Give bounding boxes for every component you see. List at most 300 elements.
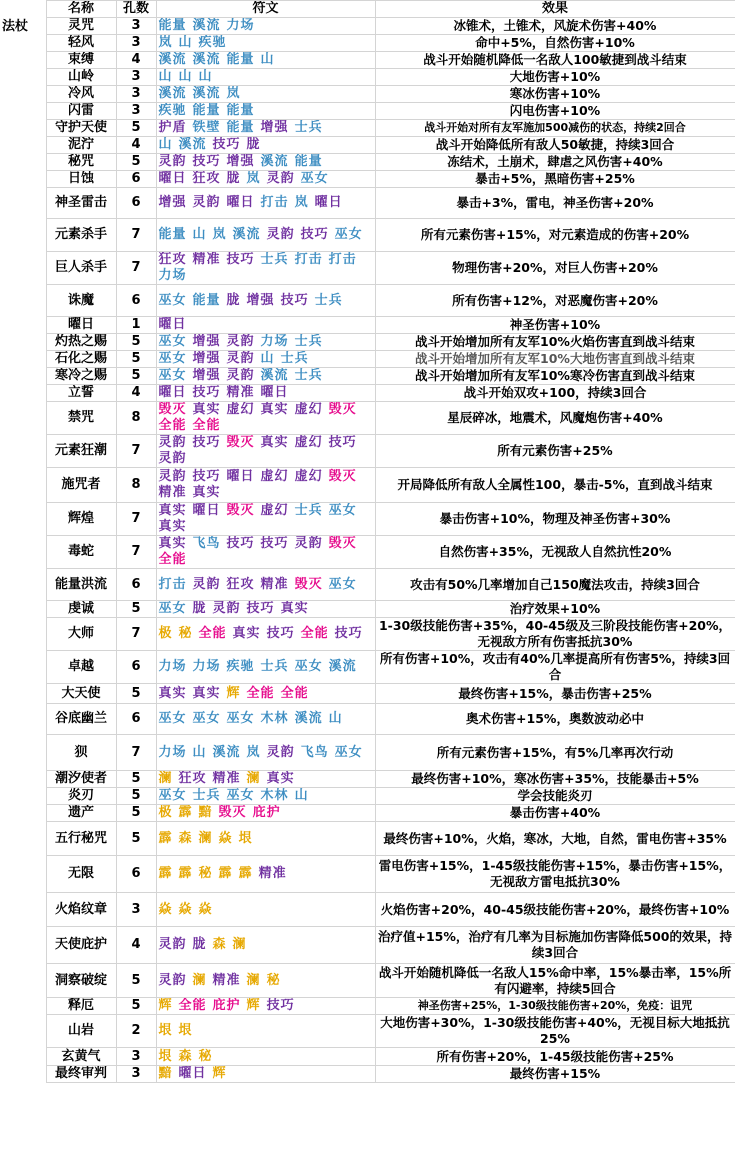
rune-name: 曜日 — [46, 317, 116, 334]
rune-token: 灵韵 — [226, 368, 255, 383]
rune-token: 霹 — [158, 866, 173, 881]
effect-text: 战斗开始随机降低一名敌人15%命中率，15%暴击率，15%所有闪避率，持续5回合 — [375, 964, 735, 998]
effect-text: 最终伤害+15%，暴击伤害+25% — [375, 684, 735, 704]
effect-text: 最终伤害+10%，火焰，寒冰，大地，自然，雷电伤害+35% — [375, 822, 735, 856]
rune-token: 毁灭 — [226, 503, 255, 518]
rune-token: 溪流 — [192, 18, 221, 33]
rune-token: 精准 — [260, 576, 289, 592]
rune-token: 狂攻 — [158, 252, 187, 267]
table-row — [0, 1048, 735, 1066]
rune-token: 护盾 — [158, 120, 187, 135]
rune-token: 澜 — [246, 972, 261, 988]
rune-list — [156, 1048, 375, 1066]
rune-token: 打击 — [158, 576, 187, 592]
rune-token: 精准 — [158, 485, 187, 500]
hole-count: 5 — [116, 964, 156, 998]
rune-list — [156, 18, 375, 35]
rune-name: 泥泞 — [46, 137, 116, 154]
rune-name: 灵咒 — [46, 18, 116, 35]
rune-list — [156, 788, 375, 805]
effect-text: 星辰碎冰，地震术，风魔炮伤害+40% — [375, 402, 735, 435]
rune-token: 士兵 — [260, 659, 289, 674]
rune-token: 澜 — [232, 937, 247, 952]
rune-token: 毁灭 — [226, 435, 255, 450]
table-row — [0, 351, 735, 368]
rune-token: 溪流 — [212, 744, 241, 760]
rune-token: 技巧 — [192, 469, 221, 484]
rune-token: 胧 — [192, 937, 207, 952]
rune-token: 铁壁 — [192, 120, 221, 135]
rune-token: 虚幻 — [294, 402, 323, 417]
rune-list — [156, 1015, 375, 1048]
table-row — [0, 334, 735, 351]
rune-token: 秘 — [198, 866, 213, 881]
table-row — [0, 788, 735, 805]
rune-token: 毁灭 — [158, 402, 187, 417]
hole-count: 3 — [116, 69, 156, 86]
effect-text: 所有元素伤害+25% — [375, 435, 735, 468]
rune-token: 山 — [178, 69, 193, 84]
rune-token: 山 — [294, 788, 309, 803]
effect-text: 战斗开始双攻+100，持续3回合 — [375, 385, 735, 402]
rune-token: 真实 — [232, 626, 261, 641]
rune-token: 能量 — [294, 154, 323, 169]
rune-token: 力场 — [192, 659, 221, 674]
rune-token: 岚 — [158, 35, 173, 50]
rune-token: 澜 — [198, 830, 213, 846]
rune-token: 极 — [158, 626, 173, 641]
rune-list — [156, 618, 375, 651]
rune-token: 能量 — [192, 103, 221, 118]
rune-name: 潮汐使者 — [46, 771, 116, 788]
effect-text: 神圣伤害+25%，1-30级技能伤害+20%，免疫：诅咒 — [375, 998, 735, 1015]
rune-token: 增强 — [192, 351, 221, 366]
rune-name: 遗产 — [46, 805, 116, 822]
rune-token: 灵韵 — [226, 351, 255, 366]
rune-token: 打击 — [328, 252, 357, 267]
rune-token: 山 — [260, 52, 275, 67]
rune-token: 技巧 — [192, 435, 221, 450]
rune-list — [156, 120, 375, 137]
rune-token: 辉 — [246, 998, 261, 1013]
rune-list — [156, 171, 375, 188]
rune-token: 灵韵 — [226, 334, 255, 349]
rune-list — [156, 385, 375, 402]
rune-name: 山岭 — [46, 69, 116, 86]
effect-text: 暴击+3%，雷电，神圣伤害+20% — [375, 188, 735, 219]
rune-token: 澜 — [158, 771, 173, 786]
hole-count: 5 — [116, 368, 156, 385]
rune-name: 束缚 — [46, 52, 116, 69]
rune-list — [156, 52, 375, 69]
rune-list — [156, 435, 375, 468]
rune-list — [156, 536, 375, 569]
rune-token: 真实 — [158, 503, 187, 518]
rune-token: 技巧 — [334, 626, 363, 641]
hole-count: 6 — [116, 171, 156, 188]
effect-text: 物理伤害+20%，对巨人伤害+20% — [375, 252, 735, 285]
table-row — [0, 856, 735, 893]
table-row — [0, 771, 735, 788]
table-row — [0, 154, 735, 171]
rune-token: 技巧 — [260, 536, 289, 551]
rune-name: 守护天使 — [46, 120, 116, 137]
effect-text: 所有伤害+10%，攻击有40%几率提高所有伤害5%，持续3回合 — [375, 651, 735, 684]
rune-token: 巫女 — [158, 601, 187, 616]
hole-count: 5 — [116, 822, 156, 856]
table-row — [0, 317, 735, 334]
rune-token: 焱 — [178, 901, 193, 917]
hole-count: 3 — [116, 86, 156, 103]
header-holes: 孔数 — [116, 1, 156, 18]
header-category — [0, 1, 46, 18]
hole-count: 7 — [116, 735, 156, 771]
table-body — [0, 18, 735, 1083]
effect-text: 开局降低所有敌人全属性100，暴击-5%，直到战斗结束 — [375, 468, 735, 503]
rune-list — [156, 503, 375, 536]
table-row — [0, 822, 735, 856]
rune-list — [156, 601, 375, 618]
rune-token: 增强 — [260, 120, 289, 135]
rune-token: 灵韵 — [158, 154, 187, 169]
rune-token: 灵韵 — [158, 937, 187, 952]
effect-text: 奥术伤害+15%，奥数波动必中 — [375, 704, 735, 735]
rune-token: 真实 — [192, 685, 221, 701]
rune-list — [156, 137, 375, 154]
rune-token: 霹 — [158, 830, 173, 846]
rune-list — [156, 334, 375, 351]
rune-token: 灵韵 — [192, 195, 221, 210]
rune-list — [156, 684, 375, 704]
rune-token: 巫女 — [294, 659, 323, 674]
rune-token: 巫女 — [328, 576, 357, 592]
rune-token: 溪流 — [178, 137, 207, 152]
rune-name: 毒蛇 — [46, 536, 116, 569]
rune-token: 巫女 — [226, 788, 255, 803]
rune-name: 大师 — [46, 618, 116, 651]
rune-name: 诛魔 — [46, 285, 116, 317]
rune-token: 能量 — [158, 227, 187, 242]
rune-token: 技巧 — [328, 435, 357, 450]
effect-text: 所有伤害+20%，1-45级技能伤害+25% — [375, 1048, 735, 1066]
rune-token: 狂攻 — [192, 171, 221, 186]
rune-token: 岚 — [294, 195, 309, 210]
effect-text: 冰锥术，土锥术，风旋术伤害+40% — [375, 18, 735, 35]
rune-token: 增强 — [246, 292, 275, 308]
rune-token: 灵韵 — [266, 227, 295, 242]
table-row — [0, 468, 735, 503]
rune-token: 曜日 — [314, 195, 343, 210]
hole-count: 5 — [116, 788, 156, 805]
rune-token: 增强 — [226, 154, 255, 169]
hole-count: 4 — [116, 137, 156, 154]
rune-token: 士兵 — [280, 351, 309, 366]
effect-text: 暴击+5%，黑暗伤害+25% — [375, 171, 735, 188]
rune-token: 山 — [328, 711, 343, 726]
rune-token: 岚 — [226, 86, 241, 101]
effect-text: 命中+5%，自然伤害+10% — [375, 35, 735, 52]
rune-list — [156, 188, 375, 219]
table-row — [0, 385, 735, 402]
rune-name: 辉煌 — [46, 503, 116, 536]
rune-token: 疾驰 — [198, 35, 227, 50]
rune-list — [156, 735, 375, 771]
table-row — [0, 704, 735, 735]
rune-token: 能量 — [226, 103, 255, 118]
rune-name: 无限 — [46, 856, 116, 893]
rune-list — [156, 35, 375, 52]
rune-token: 精准 — [212, 972, 241, 988]
rune-token: 巫女 — [158, 368, 187, 383]
hole-count: 4 — [116, 385, 156, 402]
rune-list — [156, 651, 375, 684]
hole-count: 5 — [116, 601, 156, 618]
hole-count: 7 — [116, 536, 156, 569]
hole-count: 5 — [116, 334, 156, 351]
effect-text: 攻击有50%几率增加自己150魔法攻击，持续3回合 — [375, 569, 735, 601]
effect-text: 战斗开始随机降低一名敌人100敏捷到战斗结束 — [375, 52, 735, 69]
rune-token: 巫女 — [158, 788, 187, 803]
hole-count: 5 — [116, 120, 156, 137]
rune-list — [156, 998, 375, 1015]
rune-token: 霹 — [178, 805, 193, 820]
rune-list — [156, 219, 375, 252]
rune-name: 虔诚 — [46, 601, 116, 618]
rune-token: 增强 — [158, 195, 187, 210]
hole-count: 6 — [116, 188, 156, 219]
hole-count: 7 — [116, 252, 156, 285]
effect-text: 治疗效果+10% — [375, 601, 735, 618]
rune-list — [156, 402, 375, 435]
rune-token: 灵韵 — [266, 171, 295, 186]
rune-token: 全能 — [246, 685, 275, 701]
table-row — [0, 503, 735, 536]
rune-token: 真实 — [158, 685, 187, 701]
hole-count: 5 — [116, 684, 156, 704]
rune-token: 巫女 — [158, 292, 187, 308]
rune-token: 巫女 — [158, 711, 187, 726]
rune-name: 卓越 — [46, 651, 116, 684]
rune-token: 曜日 — [226, 195, 255, 210]
rune-token: 垠 — [238, 830, 253, 846]
rune-token: 精准 — [212, 771, 241, 786]
table-row — [0, 569, 735, 601]
rune-token: 飞鸟 — [300, 744, 329, 760]
rune-list — [156, 351, 375, 368]
rune-token: 溪流 — [158, 86, 187, 101]
rune-name: 禁咒 — [46, 402, 116, 435]
rune-token: 全能 — [198, 626, 227, 641]
hole-count: 6 — [116, 704, 156, 735]
rune-token: 曜日 — [226, 469, 255, 484]
rune-token: 真实 — [260, 435, 289, 450]
rune-token: 士兵 — [294, 120, 323, 135]
rune-token: 狂攻 — [178, 771, 207, 786]
rune-token: 虚幻 — [260, 469, 289, 484]
rune-token: 极 — [158, 805, 173, 820]
rune-token: 能量 — [226, 120, 255, 135]
rune-token: 士兵 — [260, 252, 289, 267]
hole-count: 5 — [116, 351, 156, 368]
rune-token: 能量 — [158, 18, 187, 33]
rune-name: 石化之赐 — [46, 351, 116, 368]
table-row — [0, 435, 735, 468]
rune-name: 元素狂潮 — [46, 435, 116, 468]
hole-count: 1 — [116, 317, 156, 334]
rune-token: 全能 — [158, 552, 187, 567]
rune-name: 寒冷之赐 — [46, 368, 116, 385]
effect-text: 所有元素伤害+15%，有5%几率再次行动 — [375, 735, 735, 771]
rune-token: 全能 — [158, 418, 187, 433]
effect-text: 学会技能炎刃 — [375, 788, 735, 805]
table-row — [0, 402, 735, 435]
rune-token: 黯 — [198, 805, 213, 820]
rune-token: 曜日 — [260, 385, 289, 400]
rune-token: 霹 — [178, 866, 193, 881]
rune-token: 增强 — [192, 334, 221, 349]
rune-name: 神圣雷击 — [46, 188, 116, 219]
rune-token: 技巧 — [192, 385, 221, 400]
rune-token: 全能 — [178, 998, 207, 1013]
hole-count: 3 — [116, 103, 156, 120]
rune-token: 真实 — [266, 771, 295, 786]
rune-token: 士兵 — [294, 503, 323, 518]
rune-list — [156, 927, 375, 964]
rune-token: 垠 — [158, 1048, 173, 1064]
rune-token: 曜日 — [158, 317, 187, 332]
effect-text: 雷电伤害+15%，1-45级技能伤害+15%，暴击伤害+15%，无视敌方雷电抵抗30% — [375, 856, 735, 893]
rune-list — [156, 468, 375, 503]
rune-token: 黯 — [158, 1066, 173, 1081]
header-row — [0, 1, 735, 18]
hole-count: 6 — [116, 651, 156, 684]
hole-count: 5 — [116, 154, 156, 171]
rune-token: 曜日 — [192, 503, 221, 518]
rune-token: 真实 — [260, 402, 289, 417]
rune-token: 灵韵 — [158, 972, 187, 988]
rune-list — [156, 103, 375, 120]
rune-token: 真实 — [280, 601, 309, 616]
rune-token: 能量 — [226, 52, 255, 67]
rune-token: 岚 — [246, 744, 261, 760]
rune-name: 闪雷 — [46, 103, 116, 120]
rune-token: 毁灭 — [294, 576, 323, 592]
rune-list — [156, 704, 375, 735]
rune-token: 辉 — [158, 998, 173, 1013]
header-effect: 效果 — [375, 1, 735, 18]
rune-token: 技巧 — [246, 601, 275, 616]
rune-token: 焱 — [218, 830, 233, 846]
rune-name: 释厄 — [46, 998, 116, 1015]
effect-text: 所有元素伤害+15%，对元素造成的伤害+20% — [375, 219, 735, 252]
rune-token: 虚幻 — [226, 402, 255, 417]
table-row — [0, 1015, 735, 1048]
rune-token: 秘 — [198, 1048, 213, 1064]
hole-count: 2 — [116, 1015, 156, 1048]
rune-token: 木林 — [260, 788, 289, 803]
rune-token: 曜日 — [178, 1066, 207, 1081]
rune-token: 真实 — [192, 402, 221, 417]
effect-text: 战斗开始增加所有友军10%大地伤害直到战斗结束 — [375, 351, 735, 368]
rune-token: 溪流 — [294, 711, 323, 726]
effect-text: 自然伤害+35%，无视敌人自然抗性20% — [375, 536, 735, 569]
rune-token: 打击 — [260, 195, 289, 210]
rune-name: 天使庇护 — [46, 927, 116, 964]
rune-name: 能量洪流 — [46, 569, 116, 601]
rune-name: 元素杀手 — [46, 219, 116, 252]
hole-count: 3 — [116, 18, 156, 35]
rune-name: 灼热之赐 — [46, 334, 116, 351]
hole-count: 3 — [116, 1066, 156, 1083]
rune-token: 巫女 — [158, 351, 187, 366]
rune-name: 最终审判 — [46, 1066, 116, 1083]
table-row — [0, 684, 735, 704]
hole-count: 5 — [116, 998, 156, 1015]
rune-token: 灵韵 — [266, 744, 295, 760]
table-row — [0, 18, 735, 35]
table-row — [0, 285, 735, 317]
rune-list — [156, 569, 375, 601]
rune-token: 灵韵 — [158, 451, 187, 466]
rune-token: 灵韵 — [294, 536, 323, 551]
hole-count: 4 — [116, 52, 156, 69]
table-row — [0, 893, 735, 927]
rune-token: 疾驰 — [158, 103, 187, 118]
rune-list — [156, 1066, 375, 1083]
rune-token: 灵韵 — [192, 576, 221, 592]
rune-list — [156, 771, 375, 788]
rune-token: 技巧 — [212, 137, 241, 152]
table-row — [0, 137, 735, 154]
rune-name: 五行秘咒 — [46, 822, 116, 856]
rune-list — [156, 86, 375, 103]
hole-count: 6 — [116, 569, 156, 601]
table-row — [0, 964, 735, 998]
rune-name: 洞察破绽 — [46, 964, 116, 998]
rune-list — [156, 856, 375, 893]
rune-token: 精准 — [258, 866, 287, 881]
rune-token: 技巧 — [266, 626, 295, 641]
rune-token: 溪流 — [192, 52, 221, 67]
table-row — [0, 120, 735, 137]
effect-text: 火焰伤害+20%，40-45级技能伤害+20%，最终伤害+10% — [375, 893, 735, 927]
effect-text: 战斗开始对所有友军施加500减伤的状态，持续2回合 — [375, 120, 735, 137]
rune-token: 技巧 — [300, 227, 329, 242]
rune-token: 全能 — [192, 418, 221, 433]
hole-count: 3 — [116, 893, 156, 927]
rune-token: 士兵 — [294, 334, 323, 349]
rune-list — [156, 154, 375, 171]
rune-name: 炎刃 — [46, 788, 116, 805]
effect-text: 暴击伤害+10%，物理及神圣伤害+30% — [375, 503, 735, 536]
rune-token: 飞鸟 — [192, 536, 221, 551]
rune-token: 巫女 — [226, 711, 255, 726]
rune-token: 溪流 — [328, 659, 357, 674]
rune-token: 森 — [178, 830, 193, 846]
rune-token: 巫女 — [158, 334, 187, 349]
rune-token: 灵韵 — [158, 435, 187, 450]
rune-token: 森 — [212, 937, 227, 952]
rune-token: 溪流 — [232, 227, 261, 242]
effect-text: 大地伤害+10% — [375, 69, 735, 86]
effect-text: 治疗值+15%，治疗有几率为目标施加伤害降低500的效果，持续3回合 — [375, 927, 735, 964]
rune-token: 真实 — [158, 536, 187, 551]
rune-token: 庇护 — [212, 998, 241, 1013]
table-row — [0, 103, 735, 120]
hole-count: 6 — [116, 285, 156, 317]
hole-count: 7 — [116, 618, 156, 651]
rune-token: 澜 — [246, 771, 261, 786]
